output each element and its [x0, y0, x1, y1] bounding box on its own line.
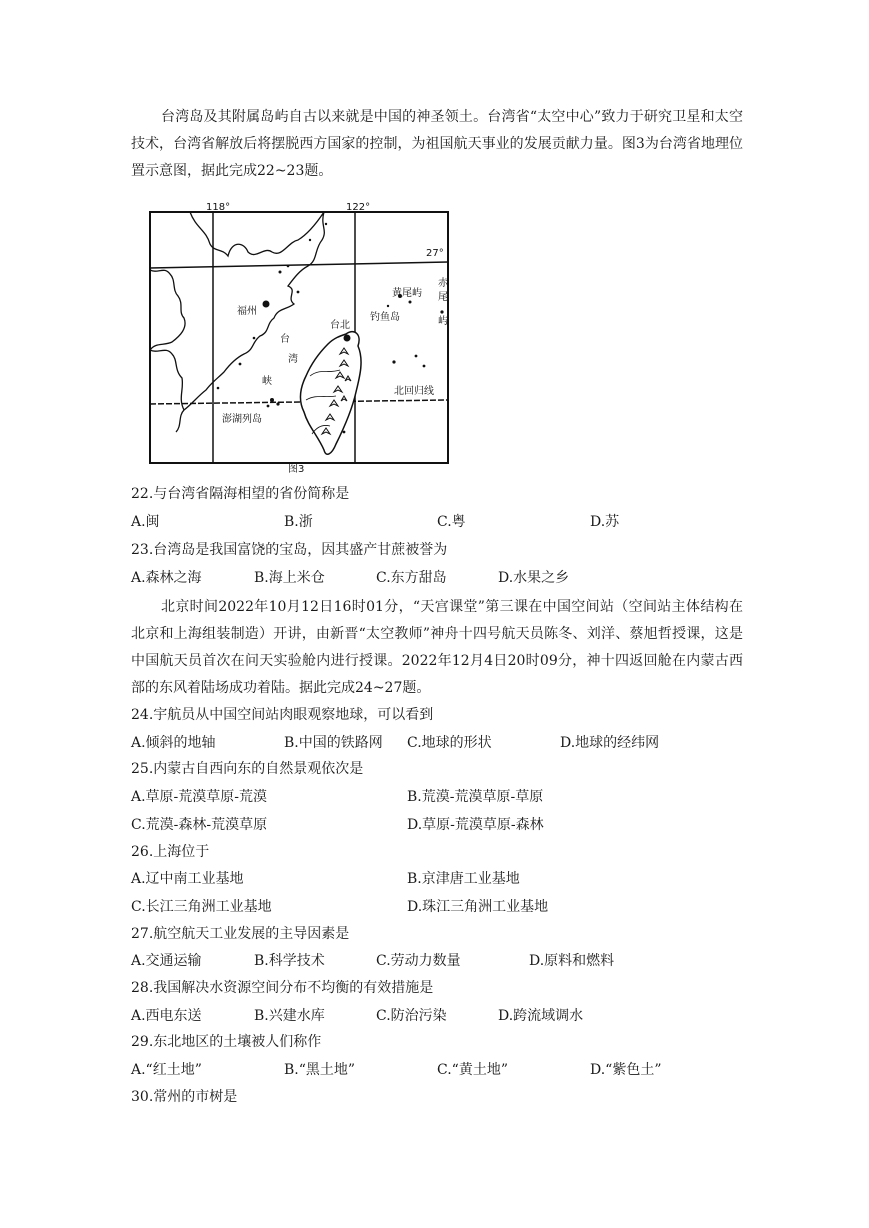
q23-option-b: B.海上米仓 — [254, 570, 325, 586]
question-24: 24.宇航员从中国空间站肉眼观察地球，可以看到 — [131, 707, 434, 723]
q28-option-b: B.兴建水库 — [254, 1008, 325, 1024]
q22-option-a: A.闽 — [131, 514, 160, 530]
q26-option-b: B.京津唐工业基地 — [407, 871, 520, 887]
q22-option-b: B.浙 — [284, 514, 313, 530]
mainland-coastline — [150, 212, 324, 432]
q24-option-a: A.倾斜的地轴 — [131, 735, 216, 751]
map-caption: 图3 — [288, 464, 305, 475]
question-27: 27.航空航天工业发展的主导因素是 — [131, 926, 350, 942]
q28-option-d: D.跨流域调水 — [498, 1008, 584, 1024]
question-22: 22.与台湾省隔海相望的省份简称是 — [131, 486, 350, 502]
q25-option-d: D.草原-荒漠草原-森林 — [407, 817, 544, 833]
label-27: 27° — [426, 248, 444, 259]
taiwan-island — [300, 332, 361, 455]
label-chiwei-1: 赤 — [438, 278, 448, 289]
label-122: 122° — [346, 202, 371, 213]
label-chiwei-2: 尾 — [438, 292, 448, 303]
label-118: 118° — [206, 202, 231, 213]
q29-option-b: B.“黑土地” — [284, 1062, 356, 1078]
q22-option-d: D.苏 — [590, 514, 620, 530]
q26-option-a: A.辽中南工业基地 — [131, 871, 244, 887]
label-fuzhou: 福州 — [237, 306, 257, 317]
fuzhou-marker — [263, 301, 270, 308]
q26-option-c: C.长江三角洲工业基地 — [131, 899, 272, 915]
q29-option-c: C.“黄土地” — [437, 1062, 508, 1078]
map-frame — [150, 212, 448, 463]
q29-option-a: A.“红土地” — [131, 1062, 202, 1078]
label-taipei: 台北 — [330, 320, 350, 331]
q23-option-d: D.水果之乡 — [498, 570, 570, 586]
label-tropic: 北回归线 — [394, 386, 434, 397]
question-28: 28.我国解决水资源空间分布不均衡的有效措施是 — [131, 980, 434, 996]
intro-paragraph-taiwan: 台湾岛及其附属岛屿自古以来就是中国的神圣领土。台湾省“太空中心”致力于研究卫星和太空技术，台湾省解放后将摆脱西方国家的控制，为祖国航天事业的发展贡献力量。图3为台湾省地理位置示意图，据此完成22~23题。 — [131, 109, 743, 179]
q27-option-c: C.劳动力数量 — [376, 953, 461, 969]
q25-option-c: C.荒漠-森林-荒漠草原 — [131, 817, 268, 833]
q25-option-b: B.荒漠-荒漠草原-草原 — [407, 789, 544, 805]
q28-option-a: A.西电东送 — [131, 1008, 202, 1024]
q26-option-d: D.珠江三角洲工业基地 — [407, 899, 549, 915]
q27-option-a: A.交通运输 — [131, 953, 202, 969]
q27-option-b: B.科学技术 — [254, 953, 325, 969]
label-penghu: 澎湖列岛 — [222, 414, 262, 425]
label-strait-2: 湾 — [288, 354, 298, 365]
question-26: 26.上海位于 — [131, 844, 210, 860]
taipei-marker — [344, 335, 351, 342]
q25-option-a: A.草原-荒漠草原-荒漠 — [131, 789, 268, 805]
q28-option-c: C.防治污染 — [376, 1008, 447, 1024]
q24-option-c: C.地球的形状 — [407, 735, 492, 751]
intro-paragraph-space-station: 北京时间2022年10月12日16时01分，“天宫课堂”第三课在中国空间站（空间站主体结构在北京和上海组装制造）开讲，由新晋“太空教师”神舟十四号航天员陈冬、刘洋、蔡旭哲授课，这是中国航天员首次在问天实验舱内进行授课。2022年12月4日20时09分，神十四返回舱在内蒙古西部的东风着陆场成功着陆。据此完成24~27题。 — [131, 599, 743, 696]
question-30: 30.常州的市树是 — [131, 1089, 238, 1105]
q23-option-a: A.森林之海 — [131, 570, 202, 586]
coastal-islets — [217, 223, 328, 389]
q22-option-c: C.粤 — [437, 514, 466, 530]
label-chiwei-3: 屿 — [438, 316, 448, 327]
parallel-27 — [150, 262, 448, 268]
q24-option-d: D.地球的经纬网 — [560, 735, 660, 751]
label-diaoyu: 钓鱼岛 — [370, 312, 400, 323]
taiwan-location-map — [148, 200, 453, 475]
label-strait-1: 台 — [280, 334, 290, 345]
label-huangwei: 黄尾屿 — [392, 288, 422, 299]
q29-option-d: D.“紫色土” — [590, 1062, 662, 1078]
q24-option-b: B.中国的铁路网 — [284, 735, 383, 751]
question-25: 25.内蒙古自西向东的自然景观依次是 — [131, 761, 364, 777]
label-strait-3: 峡 — [262, 376, 272, 387]
q27-option-d: D.原料和燃料 — [529, 953, 615, 969]
q23-option-c: C.东方甜岛 — [376, 570, 447, 586]
question-23: 23.台湾岛是我国富饶的宝岛，因其盛产甘蔗被誉为 — [131, 542, 448, 558]
question-29: 29.东北地区的土壤被人们称作 — [131, 1034, 322, 1050]
